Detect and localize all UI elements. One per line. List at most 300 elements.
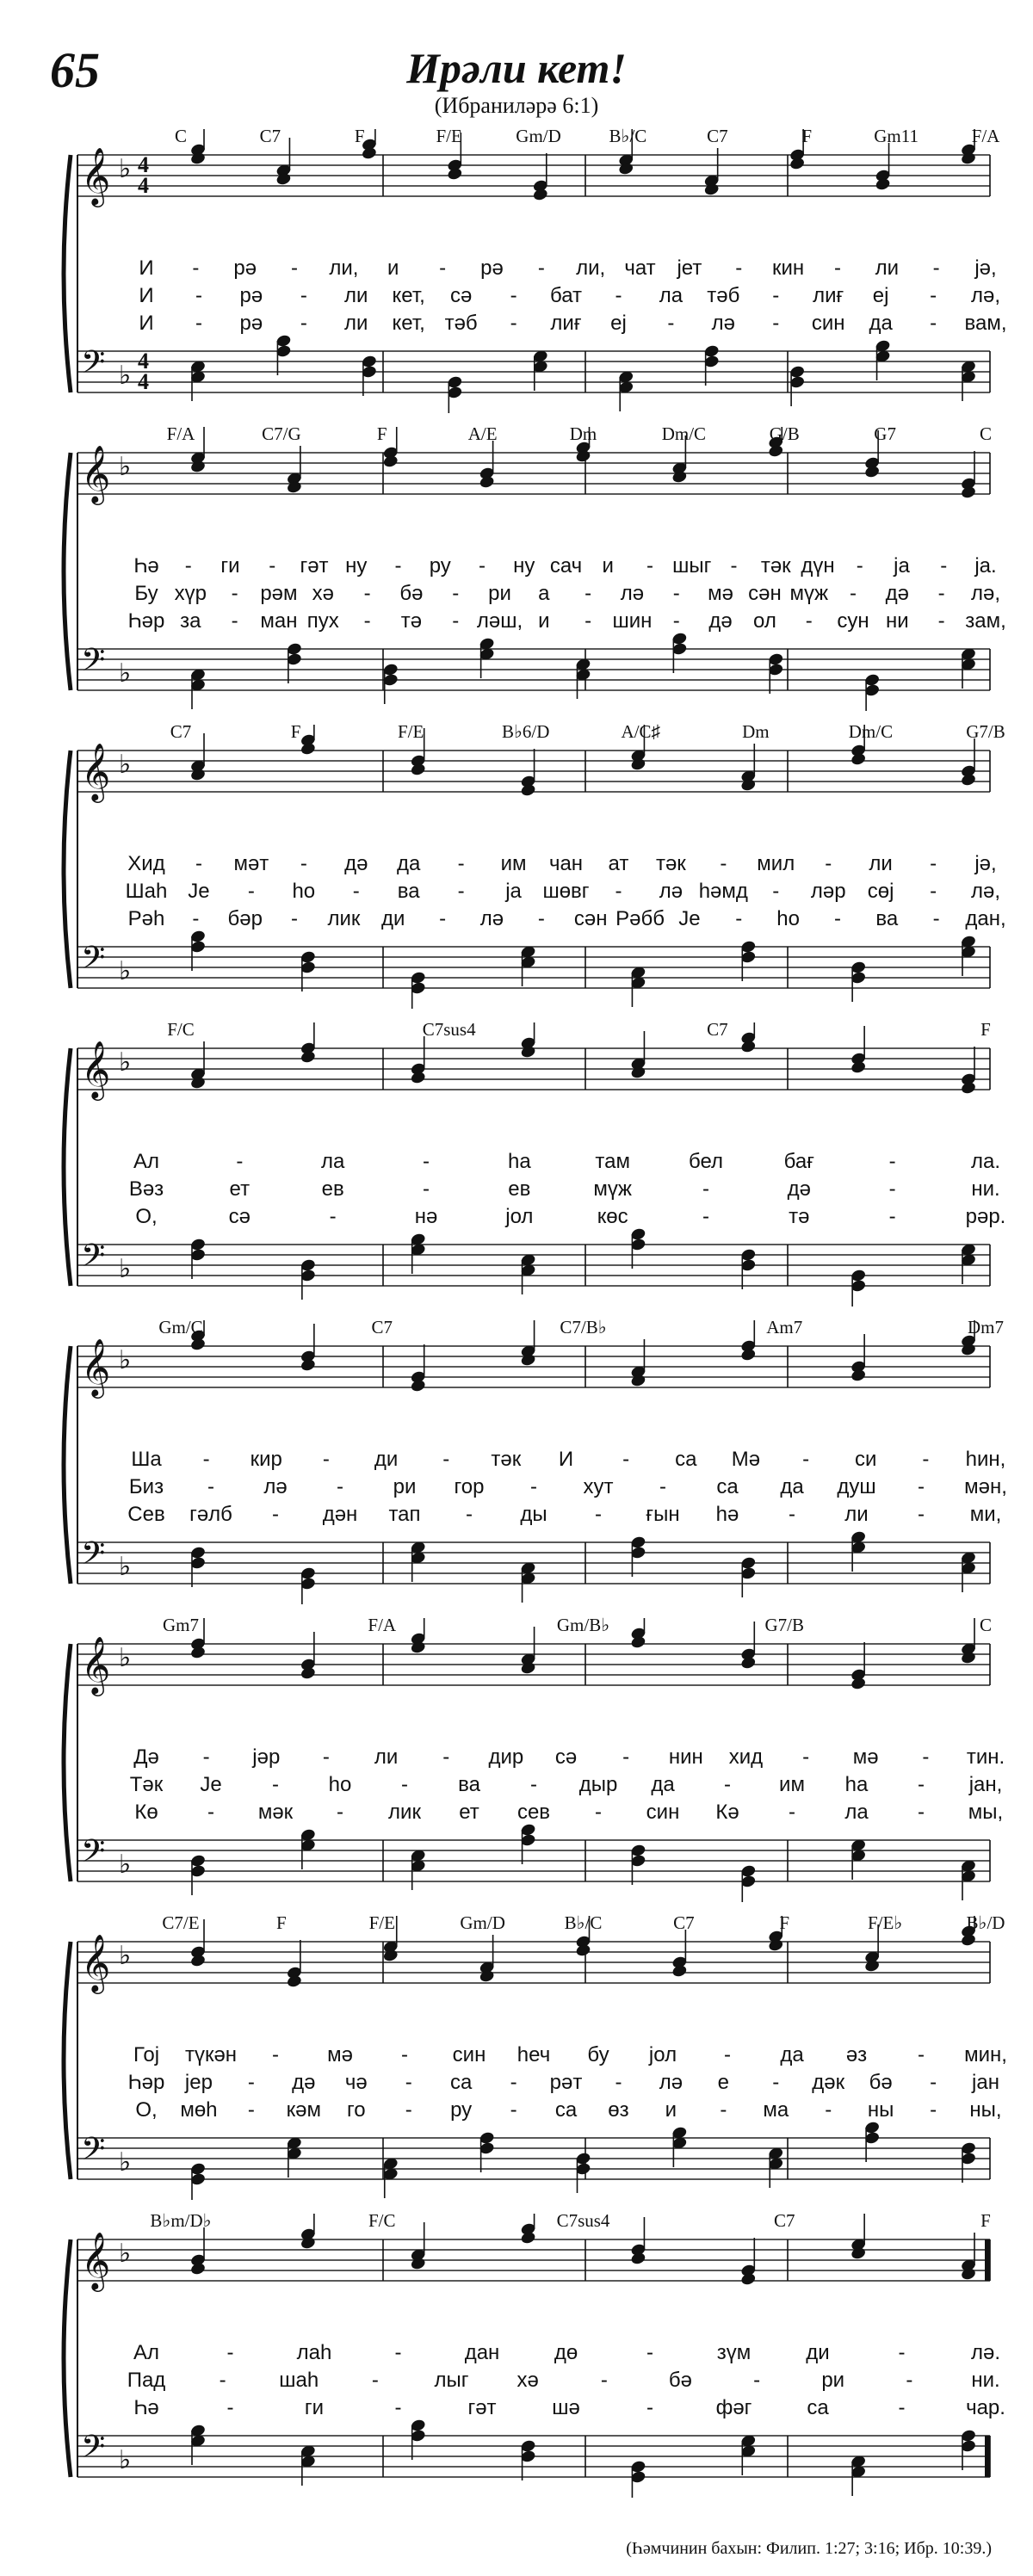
lyric-syllable: ја	[894, 554, 910, 578]
lyric-syllable: ли	[374, 1745, 399, 1769]
lyric-syllable: лә	[659, 880, 684, 903]
chord-symbol: Dm/C	[848, 721, 894, 742]
lyric-syllable: гәт	[467, 2396, 497, 2419]
time-signature: 4	[138, 152, 149, 177]
lyric-syllable: Һәр	[127, 609, 165, 633]
lyric-syllable: -	[667, 312, 675, 335]
lyric-syllable: мә	[852, 1745, 879, 1769]
lyric-syllable: кин	[771, 256, 805, 280]
lyric-syllable: -	[595, 1801, 602, 1824]
lyric-syllable: -	[922, 1745, 930, 1769]
lyric-syllable: хид	[728, 1745, 764, 1769]
lyric-syllable: Ша	[131, 1448, 162, 1471]
lyric-syllable: да	[397, 852, 421, 875]
lyric-syllable: -	[930, 2071, 937, 2094]
lyric-syllable: ла	[659, 284, 684, 307]
lyric-syllable: -	[272, 1503, 279, 1526]
lyric-syllable: ла	[320, 1150, 345, 1173]
chord-symbol: F/E	[397, 721, 424, 742]
lyric-syllable: -	[452, 582, 460, 605]
lyric-syllable: ди	[381, 907, 405, 930]
lyric-syllable: -	[898, 2341, 906, 2364]
lyric-syllable: рә	[239, 284, 263, 307]
lyric-syllable: лыг	[434, 2369, 469, 2392]
lyric-syllable: кәм	[286, 2098, 321, 2122]
chord-symbol: F/C	[368, 2210, 396, 2231]
lyric-syllable: -	[442, 1745, 450, 1769]
flat-key-signature-icon: ♭	[119, 2239, 132, 2269]
lyric-syllable: -	[202, 1448, 210, 1471]
lyric-syllable: -	[646, 2396, 653, 2419]
lyric-syllable: -	[300, 852, 307, 875]
lyric-syllable: ет	[459, 1801, 479, 1824]
lyric-syllable: ди	[374, 1448, 399, 1471]
lyric-syllable: са	[807, 2396, 829, 2419]
lyric-syllable: -	[231, 582, 238, 605]
lyric-syllable: Је	[188, 880, 210, 903]
lyric-syllable: ни.	[971, 2369, 1000, 2392]
lyric-syllable: кет,	[392, 312, 425, 335]
lyric-syllable: тәб	[444, 312, 478, 335]
lyric-syllable: -	[423, 1177, 430, 1201]
bass-clef-icon: 𝄢	[81, 642, 106, 686]
lyric-syllable: ләш,	[476, 609, 523, 633]
lyric-syllable: сән	[748, 582, 782, 605]
lyric-syllable: лаh	[296, 2341, 332, 2364]
lyric-syllable: лә	[620, 582, 645, 605]
lyric-syllable: ләр	[810, 880, 846, 903]
lyric-syllable: -	[672, 582, 680, 605]
time-signature: 4	[138, 349, 149, 374]
lyric-syllable: дир	[488, 1745, 524, 1769]
lyric-syllable: хут	[583, 1475, 614, 1498]
lyric-syllable: мы,	[968, 1801, 1004, 1824]
lyric-syllable: -	[735, 256, 743, 280]
lyric-syllable: -	[724, 2043, 731, 2066]
lyric-syllable: ни.	[971, 1177, 1000, 1201]
lyric-syllable: Бу	[134, 582, 158, 605]
lyric-syllable: -	[192, 256, 200, 280]
chord-symbol: Gm11	[874, 126, 919, 146]
lyric-syllable: -	[530, 1475, 537, 1498]
chord-symbol: F	[290, 721, 301, 742]
lyric-syllable: јә,	[974, 256, 997, 280]
lyric-syllable: Дә	[133, 1745, 159, 1769]
lyric-syllable: дән	[322, 1503, 358, 1526]
chord-symbol: B♭/D	[966, 1912, 1005, 1933]
lyric-syllable: ми,	[969, 1503, 1002, 1526]
lyric-syllable: -	[195, 284, 202, 307]
lyric-syllable: дүн	[801, 554, 835, 578]
lyric-syllable: кет,	[392, 284, 425, 307]
lyric-syllable: син	[452, 2043, 486, 2066]
chord-symbol: C	[174, 126, 188, 146]
lyric-syllable: -	[226, 2341, 234, 2364]
lyric-syllable: һә	[715, 1503, 739, 1526]
lyric-syllable: дә	[885, 582, 910, 605]
lyric-syllable: -	[195, 852, 202, 875]
lyric-syllable: чар.	[966, 2396, 1005, 2419]
lyric-syllable: син	[646, 1801, 680, 1824]
lyric-syllable: сач	[549, 554, 583, 578]
chord-symbol: C7	[170, 721, 192, 742]
lyric-syllable: гәт	[300, 554, 329, 578]
lyric-syllable: hо	[328, 1773, 352, 1796]
lyric-syllable: јет	[677, 256, 702, 280]
flat-key-signature-icon: ♭	[119, 154, 132, 184]
lyric-syllable: са	[716, 1475, 739, 1498]
lyric-syllable: Һә	[133, 554, 159, 578]
flat-key-signature-icon: ♭	[119, 1047, 132, 1078]
chord-symbol: C7	[707, 126, 728, 146]
chord-symbol: C7sus4	[422, 1019, 476, 1040]
lyric-syllable: тә	[789, 1205, 810, 1228]
lyric-syllable: лик	[327, 907, 361, 930]
lyric-syllable: -	[401, 2043, 408, 2066]
bass-clef-icon: 𝄢	[81, 940, 106, 984]
lyric-syllable: нә	[414, 1205, 438, 1228]
lyric-syllable: -	[930, 312, 937, 335]
lyric-syllable: рә	[233, 256, 257, 280]
lyric-syllable: -	[906, 2369, 913, 2392]
bass-clef-icon: 𝄢	[81, 2429, 106, 2473]
lyric-syllable: бу	[587, 2043, 609, 2066]
lyric-syllable: -	[753, 2369, 761, 2392]
lyric-syllable: -	[439, 256, 447, 280]
music-system	[52, 1912, 1007, 2200]
lyric-syllable: -	[466, 1503, 473, 1526]
lyric-syllable: -	[930, 2098, 937, 2122]
lyric-syllable: -	[600, 2369, 608, 2392]
bass-clef-icon: 𝄢	[81, 344, 106, 388]
lyric-syllable: -	[322, 1745, 330, 1769]
lyric-syllable: сә	[449, 284, 473, 307]
lyric-syllable: лә	[659, 2071, 684, 2094]
lyric-syllable: ли	[344, 284, 368, 307]
lyric-syllable: ма	[763, 2098, 789, 2122]
lyric-syllable: -	[322, 1448, 330, 1471]
lyric-syllable: дө	[554, 2341, 578, 2364]
lyric-syllable: -	[825, 2098, 832, 2122]
lyric-syllable: hо	[776, 907, 800, 930]
lyric-syllable: нин	[668, 1745, 703, 1769]
lyric-syllable: тин.	[966, 1745, 1005, 1769]
lyric-syllable: да	[651, 1773, 675, 1796]
lyric-syllable: -	[888, 1150, 896, 1173]
lyric-syllable: Је	[200, 1773, 222, 1796]
lyric-syllable: лә	[263, 1475, 288, 1498]
lyric-syllable: гор	[454, 1475, 485, 1498]
lyric-syllable: дә	[787, 1177, 812, 1201]
lyric-syllable: -	[672, 609, 680, 633]
chord-symbol: C7	[259, 126, 281, 146]
lyric-syllable: -	[207, 1475, 214, 1498]
lyric-syllable: -	[226, 2396, 234, 2419]
lyric-syllable: бә	[869, 2071, 893, 2094]
lyric-syllable: ја.	[974, 554, 997, 578]
lyric-syllable: -	[615, 284, 622, 307]
lyric-syllable: -	[724, 1773, 731, 1796]
lyric-syllable: -	[363, 582, 371, 605]
lyric-syllable: ман	[260, 609, 298, 633]
lyric-syllable: -	[394, 2396, 402, 2419]
lyric-syllable: -	[922, 1448, 930, 1471]
lyric-syllable: мәк	[257, 1801, 294, 1824]
lyric-syllable: И	[558, 1448, 574, 1471]
lyric-syllable: Пад	[127, 2369, 166, 2392]
lyric-syllable: -	[585, 582, 592, 605]
lyric-syllable: -	[805, 609, 813, 633]
flat-key-signature-icon: ♭	[119, 1345, 132, 1375]
treble-clef-icon: 𝄞	[81, 1635, 111, 1694]
lyric-syllable: ри	[821, 2369, 845, 2392]
chord-symbol: C7	[371, 1317, 393, 1337]
lyric-syllable: да	[869, 312, 893, 335]
lyric-syllable: им	[500, 852, 527, 875]
lyric-syllable: -	[537, 907, 545, 930]
lyric-syllable: -	[352, 880, 360, 903]
lyric-syllable: ја	[505, 880, 522, 903]
lyric-syllable: -	[452, 609, 460, 633]
lyric-syllable: шөвг	[542, 880, 590, 903]
lyric-syllable: шә	[552, 2396, 580, 2419]
chord-symbol: Am7	[766, 1317, 803, 1337]
flat-key-signature-icon: ♭	[119, 2147, 132, 2178]
lyric-syllable: Кө	[134, 1801, 158, 1824]
lyric-syllable: ги	[304, 2396, 325, 2419]
lyric-syllable: -	[888, 1205, 896, 1228]
lyric-syllable: -	[646, 554, 653, 578]
treble-clef-icon: 𝄞	[81, 444, 111, 503]
lyric-syllable: сөј	[867, 880, 894, 903]
lyric-syllable: -	[442, 1448, 450, 1471]
lyric-syllable: го	[346, 2098, 366, 2122]
lyric-syllable: -	[937, 582, 945, 605]
lyric-syllable: дә	[708, 609, 733, 633]
lyric-syllable: -	[735, 907, 743, 930]
lyric-syllable: -	[231, 609, 238, 633]
lyric-syllable: ли	[869, 852, 893, 875]
lyric-syllable: чан	[548, 852, 584, 875]
flat-key-signature-icon: ♭	[119, 1552, 132, 1582]
chord-symbol: A/C♯	[621, 721, 661, 742]
lyric-syllable: -	[918, 1503, 925, 1526]
chord-symbol: Dm7	[968, 1317, 1004, 1337]
lyric-syllable: Һә	[133, 2396, 159, 2419]
lyric-syllable: тәк	[491, 1448, 522, 1471]
chord-symbol: F	[980, 1019, 991, 1040]
hymn-title: Ирәли кет!	[406, 44, 627, 92]
lyric-syllable: -	[401, 1773, 408, 1796]
lyric-syllable: -	[510, 312, 517, 335]
lyric-syllable: лә	[711, 312, 735, 335]
lyric-syllable: О,	[135, 1205, 158, 1228]
lyric-syllable: -	[192, 907, 200, 930]
lyric-syllable: һин,	[965, 1448, 1006, 1471]
lyric-syllable: мөһ	[180, 2098, 218, 2122]
lyric-syllable: јан	[972, 2071, 999, 2094]
lyric-syllable: ев	[321, 1177, 344, 1201]
chord-symbol: Dm	[742, 721, 770, 742]
music-system	[52, 1317, 1007, 1604]
lyric-syllable: -	[888, 1177, 896, 1201]
lyric-syllable: һеч	[516, 2043, 551, 2066]
lyric-syllable: Рәһ	[127, 907, 165, 930]
lyric-syllable: -	[219, 2369, 226, 2392]
lyric-syllable: дәк	[812, 2071, 845, 2094]
chord-symbol: C7sus4	[556, 2210, 610, 2231]
lyric-syllable: тә	[400, 609, 423, 633]
lyric-syllable: ны,	[969, 2098, 1002, 2122]
lyric-syllable: -	[510, 2071, 517, 2094]
lyric-syllable: -	[720, 2098, 727, 2122]
lyric-syllable: И	[139, 284, 154, 307]
music-system	[52, 1019, 1006, 1307]
lyric-syllable: -	[595, 1503, 602, 1526]
lyric-syllable: јол	[505, 1205, 534, 1228]
lyric-syllable: ва	[397, 880, 420, 903]
chord-symbol: F/C	[167, 1019, 195, 1040]
flat-key-signature-icon: ♭	[119, 658, 132, 689]
lyric-syllable: кир	[250, 1448, 282, 1471]
lyric-syllable: -	[439, 907, 447, 930]
lyric-syllable: си	[855, 1448, 877, 1471]
chord-symbol: Dm/C	[661, 423, 707, 444]
flat-key-signature-icon: ♭	[119, 750, 132, 780]
lyric-syllable: душ	[837, 1475, 876, 1498]
lyric-syllable: -	[337, 1801, 343, 1824]
lyric-syllable: јол	[648, 2043, 677, 2066]
lyric-syllable: Тәк	[129, 1773, 164, 1796]
lyric-syllable: Је	[678, 907, 701, 930]
lyric-syllable: -	[530, 1773, 537, 1796]
lyric-syllable: шаh	[279, 2369, 319, 2392]
lyric-syllable: көс	[597, 1205, 628, 1228]
lyric-syllable: -	[329, 1205, 337, 1228]
chord-symbol: F	[779, 1912, 790, 1933]
lyric-syllable: -	[272, 2043, 279, 2066]
chord-symbol: G7/B	[764, 1615, 805, 1635]
lyric-syllable: -	[291, 256, 299, 280]
music-system	[52, 1615, 1005, 1902]
chord-symbol: F/E	[368, 1912, 395, 1933]
lyric-syllable: -	[659, 1475, 666, 1498]
lyric-syllable: мүж	[789, 582, 829, 605]
lyric-syllable: шыг	[672, 554, 712, 578]
chord-symbol: F/E	[436, 126, 462, 146]
chord-symbol: F	[980, 2210, 991, 2231]
bass-clef-icon: 𝄢	[81, 1535, 106, 1579]
lyric-syllable: -	[300, 312, 307, 335]
lyric-syllable: јан,	[968, 1773, 1003, 1796]
lyric-syllable: Һәр	[127, 2071, 165, 2094]
hymn-number: 65	[50, 42, 100, 98]
lyric-syllable: мәт	[233, 852, 269, 875]
flat-key-signature-icon: ♭	[119, 452, 132, 482]
lyric-syllable: чат	[624, 256, 656, 280]
lyric-syllable: Ал	[133, 2341, 160, 2364]
lyric-syllable: Шаh	[125, 880, 168, 903]
lyric-syllable: лик	[388, 1801, 421, 1824]
treble-clef-icon: 𝄞	[81, 2231, 111, 2289]
lyric-syllable: там	[595, 1150, 630, 1173]
lyric-syllable: лиғ	[813, 284, 844, 307]
lyric-syllable: ет	[229, 1177, 251, 1201]
lyric-syllable: пух	[306, 609, 339, 633]
lyric-syllable: hа	[507, 1150, 531, 1173]
lyric-syllable: вам,	[964, 312, 1007, 335]
lyric-syllable: Рәбб	[615, 907, 665, 930]
lyric-syllable: Мә	[731, 1448, 761, 1471]
lyric-syllable: -	[622, 1745, 630, 1769]
lyric-syllable: -	[405, 2071, 412, 2094]
lyric-syllable: -	[337, 1475, 343, 1498]
lyric-syllable: -	[918, 2043, 925, 2066]
lyric-syllable: лә,	[970, 880, 1001, 903]
lyric-syllable: хүр	[174, 582, 207, 605]
chord-symbol: Gm7	[163, 1615, 199, 1635]
lyric-syllable: -	[457, 852, 465, 875]
lyric-syllable: -	[423, 1150, 430, 1173]
lyric-syllable: ва	[875, 907, 899, 930]
lyric-syllable: ды	[520, 1503, 547, 1526]
chord-symbol: C7/B♭	[560, 1317, 607, 1337]
lyric-syllable: ну	[345, 554, 368, 578]
lyric-syllable: -	[940, 554, 948, 578]
lyric-syllable: мә	[327, 2043, 353, 2066]
lyric-syllable: -	[195, 312, 202, 335]
lyric-syllable: дә	[292, 2071, 316, 2094]
lyric-syllable: -	[537, 256, 545, 280]
lyric-syllable: Вәз	[128, 1177, 164, 1201]
lyric-syllable: -	[394, 554, 402, 578]
lyric-syllable: е	[717, 2071, 729, 2094]
music-system	[52, 423, 1006, 711]
lyric-syllable: ли	[875, 256, 899, 280]
lyric-syllable: гәлб	[189, 1503, 232, 1526]
lyric-syllable: ва	[458, 1773, 480, 1796]
lyric-syllable: рә	[480, 256, 504, 280]
bass-clef-icon: 𝄢	[81, 2131, 106, 2175]
lyric-syllable: -	[622, 1448, 630, 1471]
lyric-syllable: -	[918, 1801, 925, 1824]
lyric-syllable: Гој	[133, 2043, 160, 2066]
chord-symbol: G7	[874, 423, 896, 444]
lyric-syllable: ев	[508, 1177, 531, 1201]
lyric-syllable: О,	[135, 2098, 158, 2122]
lyric-syllable: ны	[867, 2098, 894, 2122]
lyric-syllable: за	[180, 609, 201, 633]
flat-key-signature-icon: ♭	[119, 956, 132, 986]
lyric-syllable: јер	[184, 2071, 213, 2094]
lyric-syllable: -	[850, 582, 857, 605]
staff-notation	[52, 2214, 999, 2498]
lyric-syllable: ри	[393, 1475, 417, 1498]
lyric-syllable: ла.	[970, 1150, 1001, 1173]
chord-symbol: B♭/C	[609, 126, 647, 146]
lyric-syllable: -	[720, 852, 727, 875]
lyric-syllable: и	[387, 256, 399, 280]
chord-symbol: Dm	[569, 423, 597, 444]
lyric-syllable: и	[665, 2098, 677, 2122]
lyric-syllable: зүм	[716, 2341, 752, 2364]
lyric-syllable: сә	[554, 1745, 578, 1769]
chord-symbol: A/E	[467, 423, 498, 444]
lyric-syllable: ни	[886, 609, 909, 633]
lyric-syllable: тап	[388, 1503, 421, 1526]
lyric-syllable: -	[833, 907, 841, 930]
treble-clef-icon: 𝄞	[81, 1040, 111, 1098]
